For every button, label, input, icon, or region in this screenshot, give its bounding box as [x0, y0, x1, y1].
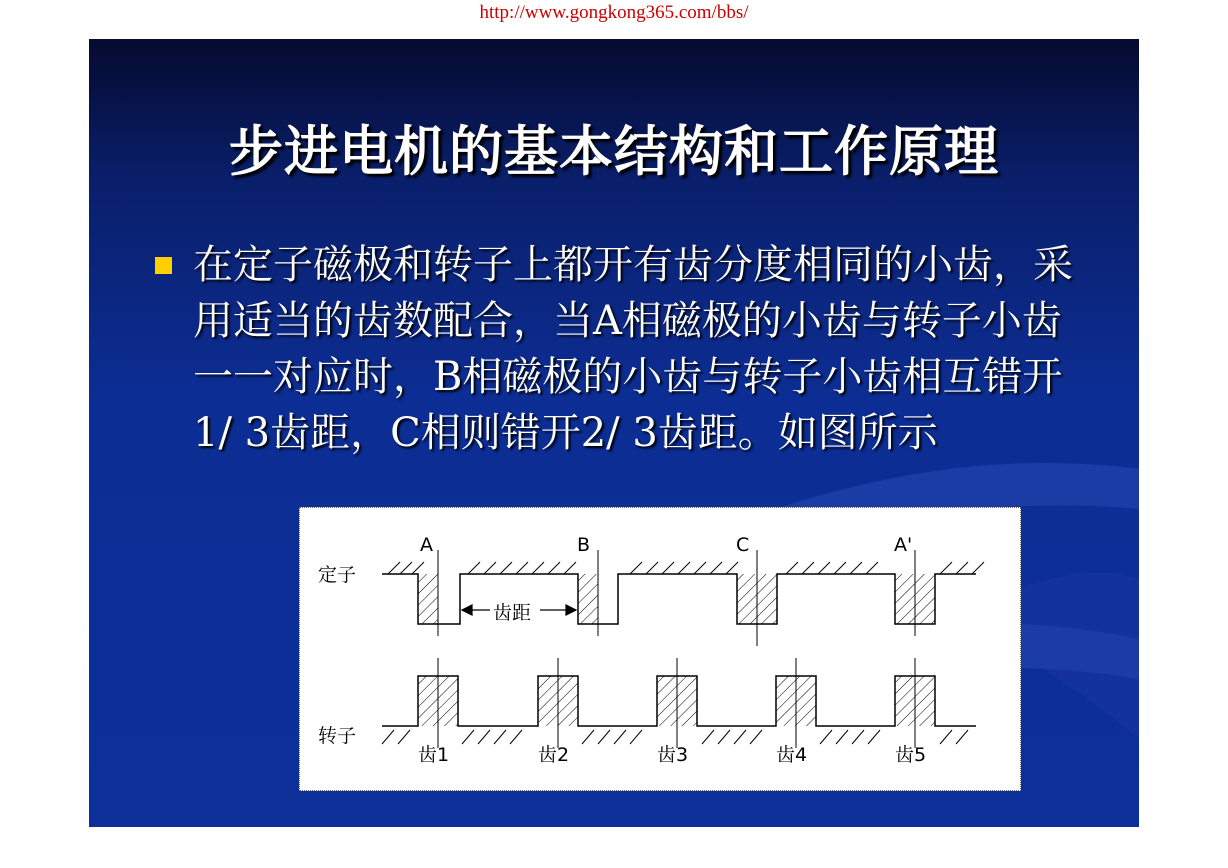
- stator-outline: [382, 574, 976, 624]
- rotor-tooth-label-1: 齿1: [418, 744, 450, 766]
- slide: [89, 39, 1139, 827]
- bullet-marker-icon: [155, 257, 172, 274]
- stator-hatching: [388, 562, 984, 574]
- stator-label: 定子: [318, 564, 357, 586]
- rotor-tooth-label-4: 齿4: [776, 744, 808, 766]
- phase-label-c: C: [736, 534, 750, 556]
- slide-title: 步进电机的基本结构和工作原理: [229, 120, 999, 183]
- rotor-tooth-label-2: 齿2: [538, 744, 570, 766]
- phase-label-b: B: [577, 534, 591, 556]
- rotor-tooth-label-3: 齿3: [657, 744, 689, 766]
- pitch-label: 齿距: [493, 602, 532, 624]
- stepper-motor-diagram: [299, 507, 1021, 791]
- rotor-tooth-label-5: 齿5: [895, 744, 927, 766]
- source-url: http://www.gongkong365.com/bbs/: [479, 2, 749, 23]
- phase-label-a-prime: A': [894, 534, 913, 556]
- rotor-label: 转子: [318, 725, 357, 747]
- phase-label-a: A: [420, 534, 433, 556]
- bullet-text: 在定子磁极和转子上都开有齿分度相同的小齿，采用适当的齿数配合，当A相磁极的小齿与转子小齿一一对应时，B相磁极的小齿与转子小齿相互错开1/ 3齿距，C相则错开2/ 3齿距。如图所示: [193, 242, 1073, 456]
